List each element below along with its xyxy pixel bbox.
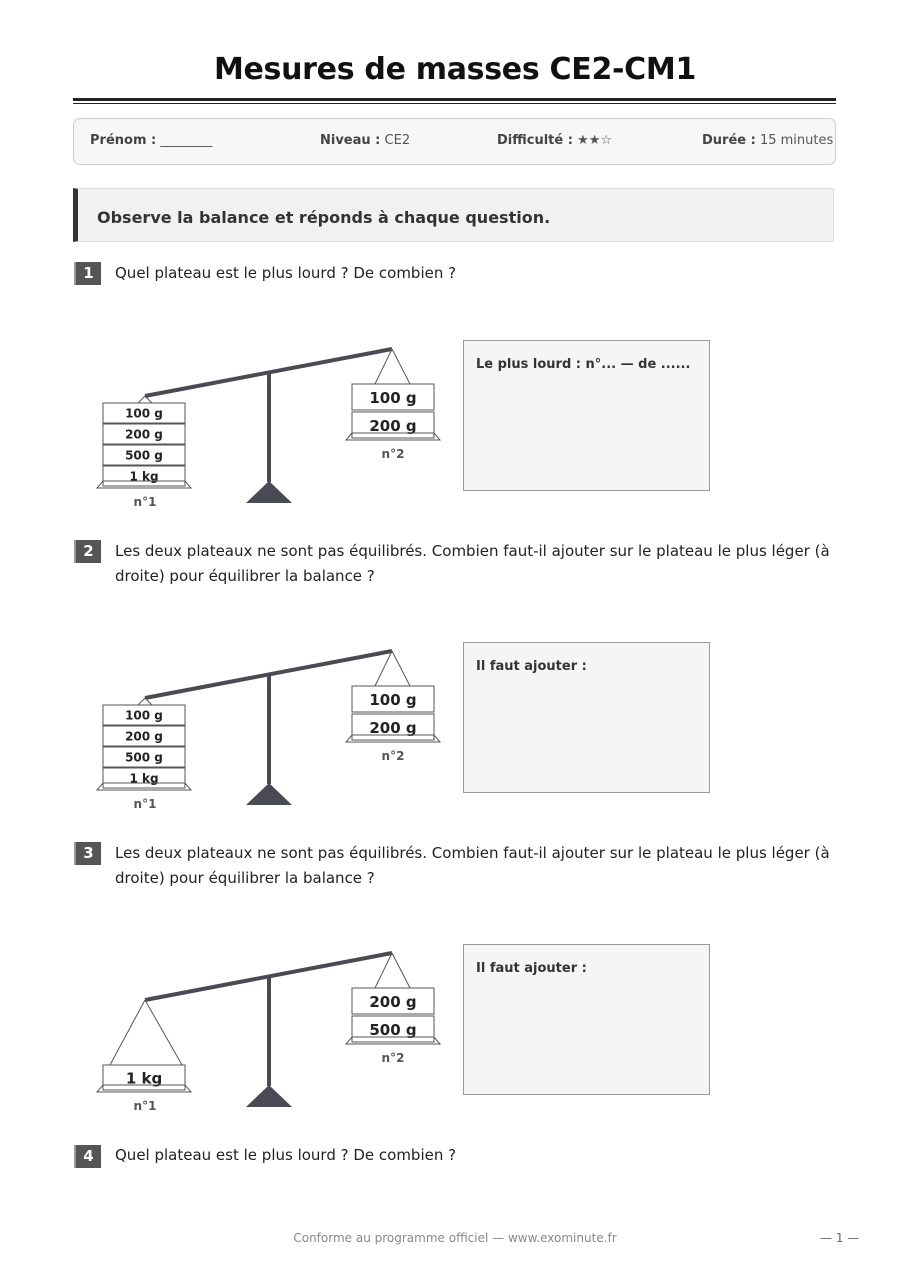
answer-label: Il faut ajouter : [476,961,587,976]
question-number: 3 [74,842,101,865]
pan-label: n°2 [381,1051,405,1065]
weight-label: 100 g [369,691,417,709]
stars-rating: ★★☆ [577,133,613,148]
question-text: Quel plateau est le plus lourd ? De combien ? [115,1146,457,1164]
weight-label: 200 g [369,417,417,435]
info-difficulte: Difficulté : ★★☆ [497,133,613,148]
question-number: 2 [74,540,101,563]
answer-label: Il faut ajouter : [476,659,587,674]
pan-label: n°1 [133,1099,157,1113]
info-niveau: Niveau : CE2 [320,133,411,148]
question-text: Quel plateau est le plus lourd ? De combien ? [115,264,457,282]
instruction-text: Observe la balance et réponds à chaque question. [97,208,551,227]
pan-label: n°1 [133,495,157,509]
pan-string [145,1000,182,1065]
pan-label: n°2 [381,749,405,763]
weight-label: 1 kg [129,469,159,484]
answer-label: Le plus lourd : n°... — de ...... [476,357,691,372]
weight-label: 100 g [369,389,417,407]
footer-text: Conforme au programme officiel — www.exominute.fr [293,1231,617,1245]
pan-string [138,698,145,705]
balance-base [246,481,292,503]
page-title: Mesures de masses CE2-CM1 [213,52,697,87]
pan-string [375,953,392,988]
question-number: 4 [74,1145,101,1168]
weight-label: 500 g [125,750,163,765]
weight-label: 200 g [369,993,417,1011]
pan-label: n°1 [133,797,157,811]
pan-string [392,349,410,384]
balance-diagram [97,349,440,1113]
info-duree: Durée : 15 minutes [702,133,834,148]
weight-label: 100 g [125,708,163,723]
pan-string [392,651,410,686]
pan-string [138,396,145,403]
pan-string [110,1000,145,1065]
answer-box[interactable] [463,340,710,491]
balance-base [246,783,292,805]
pan-label: n°2 [381,447,405,461]
weight-label: 500 g [369,1021,417,1039]
info-prenom: Prénom : ________ [90,133,213,148]
weight-label: 200 g [125,427,163,442]
weight-label: 500 g [125,448,163,463]
answer-box[interactable] [463,642,710,793]
pan-string [375,651,392,686]
question-text: Les deux plateaux ne sont pas équilibrés. Combien faut-il ajouter sur le plateau le plus léger (à droite) pour équilibrer la balance ? [115,542,830,585]
question-text: Les deux plateaux ne sont pas équilibrés. Combien faut-il ajouter sur le plateau le plus léger (à droite) pour équilibrer la balance ? [115,844,830,887]
weight-label: 1 kg [129,771,159,786]
answer-box[interactable] [463,944,710,1095]
prenom-field[interactable]: ________ [160,133,213,148]
pan-string [375,349,392,384]
pan-string [392,953,410,988]
weight-label: 1 kg [125,1069,163,1088]
weight-label: 200 g [369,719,417,737]
question-number: 1 [74,262,101,285]
weight-label: 100 g [125,406,163,421]
weight-label: 200 g [125,729,163,744]
page-number: — 1 — [820,1231,860,1245]
balance-base [246,1085,292,1107]
